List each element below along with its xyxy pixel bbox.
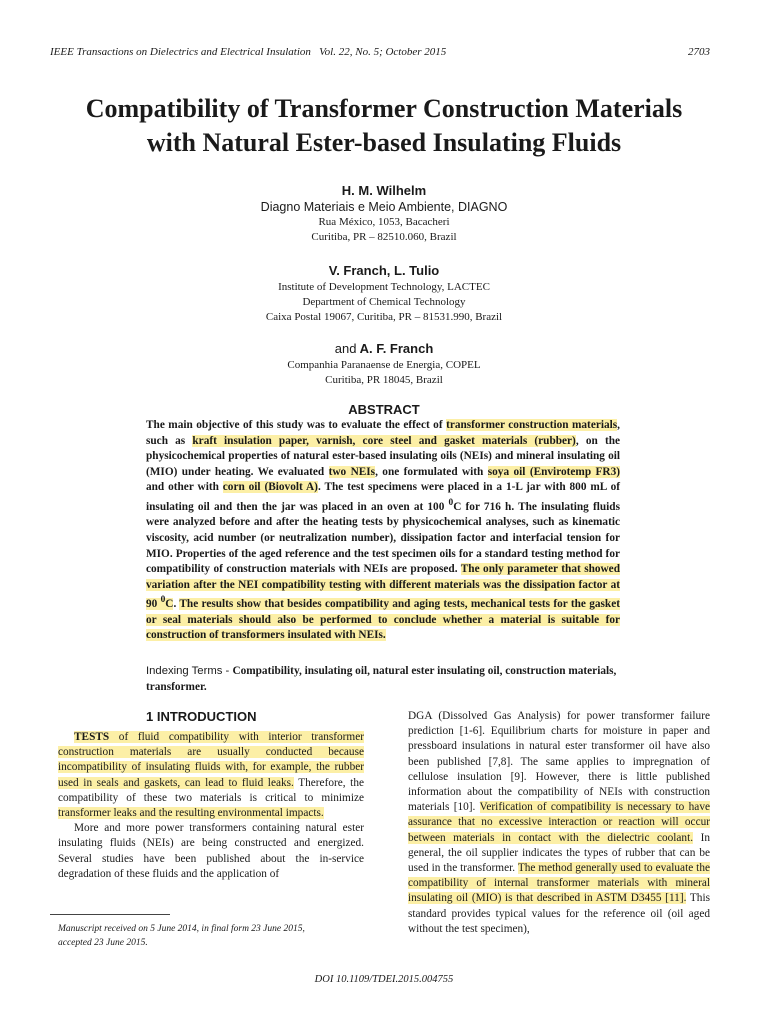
author-prefix: and — [334, 341, 357, 356]
affiliation-line: Companhia Paranaense de Energia, COPEL — [287, 359, 481, 371]
author-name: and A. F. Franch — [334, 341, 434, 356]
author-name: H. M. Wilhelm — [341, 183, 427, 198]
footnote-rule — [50, 914, 170, 915]
author-block-2 — [40, 262, 728, 325]
abstract-body: The main objective of this study was to evaluate the effect of transformer construction materials, such as kraft insulation paper, varnish, core steel and gasket materials (rubber), on the physicochemical properties of natural ester-based insulating oils (NEIs) and mineral insulating oil (MIO) under heating. We evaluated two NEIs, one formulated with soya oil (Envirotemp FR3) and other with corn oil (Biovolt A). The test specimens were placed in a 1-L jar with 800 mL of insulating oil and then the jar was placed in an oven at 100 $^0$C for 716 h. The insulating fluids were analyzed before and after the heating tests by physicochemical analyses, such as kinematic viscosity, acid number (or neutralization number), dissipation factor and interfacial tension for MIO. Properties of the aged reference and the test specimen oils for a standard testing method for compatibility of construction materials with NEIs are proposed. The only parameter that showed variation after the NEI compatibility testing with different materials was the dissipation factor at 90 $^0$C. The results show that besides compatibility and aging tests, mechanical tests for the gasket or seal materials should also be performed to conclude whether a material is suitable for construction of transformers insulated with NEIs. — [146, 419, 621, 642]
highlight: soya oil (Envirotemp FR3) — [487, 465, 620, 478]
paragraph: More and more power transformers containing natural ester insulating fluids (NEIs) are being constructed and energized. Several studies have been published about the in-service degradation of these fluids and the application of — [58, 822, 364, 880]
title-line-2: with Natural Ester-based Insulating Fluids — [146, 128, 622, 157]
highlight: corn oil (Biovolt A) — [222, 481, 318, 494]
indexing-keywords: Compatibility, insulating oil, natural ester insulating oil, construction materials, transformer. — [146, 665, 617, 693]
indexing-label: Indexing Terms - — [146, 665, 233, 677]
lead-word: TESTS — [74, 731, 110, 743]
section-heading: 1 INTRODUCTION — [146, 709, 257, 724]
journal-name: IEEE Transactions on Dielectrics and Electrical Insulation — [50, 46, 311, 58]
highlight: two NEIs — [328, 465, 376, 478]
highlight: kraft insulation paper, varnish, core steel and gasket materials (rubber) — [192, 434, 576, 447]
affiliation-line: Caixa Postal 19067, Curitiba, PR – 81531.990, Brazil — [265, 311, 503, 323]
affiliation-line: Rua México, 1053, Bacacheri — [318, 216, 450, 228]
paragraph: TESTS of fluid compatibility with interior transformer construction materials are usually conducted because incompatibility of insulating fluids with, for example, the rubber used in seals and gaskets, can lead to fluid leaks. Therefore, the compatibility of these two materials is critical to minimize transformer leaks and the resulting environmental impacts. — [58, 731, 364, 820]
affiliation-line: Department of Chemical Technology — [302, 296, 466, 308]
highlight: The results show that besides compatibility and aging tests, mechanical tests for the gasket or seal materials should also be performed to conclude whether a material is suitable for construction of transformers insulated with NEIs. — [146, 598, 620, 642]
running-header — [50, 46, 710, 58]
volume-info: Vol. 22, No. 5; October 2015 — [319, 46, 447, 58]
highlight: The method generally used to evaluate the compatibility of internal transformer materials with mineral insulating oil (MIO) is that described in ASTM D3455 [11]. — [408, 862, 710, 905]
affiliation-line: Curitiba, PR 18045, Brazil — [325, 374, 443, 386]
page-number: 2703 — [688, 46, 710, 58]
author-block-1 — [40, 182, 728, 245]
highlight: Verification of compatibility is necessary to have assurance that no excessive interaction or reaction will occur between materials in contact with the dielectric coolant. — [408, 801, 710, 844]
left-column — [58, 730, 364, 882]
affiliation-line: Curitiba, PR – 82510.060, Brazil — [311, 231, 457, 243]
affiliation-line: Diagno Materiais e Meio Ambiente, DIAGNO — [260, 200, 508, 214]
indexing-terms — [146, 663, 620, 695]
paragraph: DGA (Dissolved Gas Analysis) for power transformer failure prediction [1-6]. Equilibrium charts for moisture in paper and pressboard insulations in natural ester transformer oil have also been published [7,8]. The same applies to impregnation of cellulose insulation [9]. However, there is little published information about the compatibility of NEIs with construction materials [10]. Verification of compatibility is necessary to have assurance that no excessive interaction or reaction will occur between materials in contact with the dielectric coolant. In general, the oil supplier indicates the types of rubber that can be used in the transformer. The method generally used to evaluate the compatibility of internal transformer materials with mineral insulating oil (MIO) is that described in ASTM D3455 [11]. This standard provides typical values for the reference oil (oil aged without the test specimen), — [408, 710, 710, 935]
highlight: The only parameter that showed variation after the NEI compatibility testing with different materials was the dissipation factor at 90 $^0$C — [146, 563, 620, 611]
highlight: transformer construction materials — [446, 419, 618, 431]
footnote: Manuscript received on 5 June 2014, in final form 23 June 2015, accepted 23 June 2015. — [58, 924, 305, 948]
abstract-heading: ABSTRACT — [348, 402, 420, 417]
author-block-3 — [40, 340, 728, 388]
title-line-1: Compatibility of Transformer Construction Materials — [85, 94, 683, 123]
author-name: V. Franch, L. Tulio — [328, 263, 440, 278]
doi: DOI 10.1109/TDEI.2015.004755 — [314, 974, 454, 985]
right-column — [408, 709, 710, 937]
affiliation-line: Institute of Development Technology, LACTEC — [278, 281, 490, 293]
highlight: transformer leaks and the resulting environmental impacts. — [58, 807, 324, 820]
paper-title — [40, 92, 728, 160]
